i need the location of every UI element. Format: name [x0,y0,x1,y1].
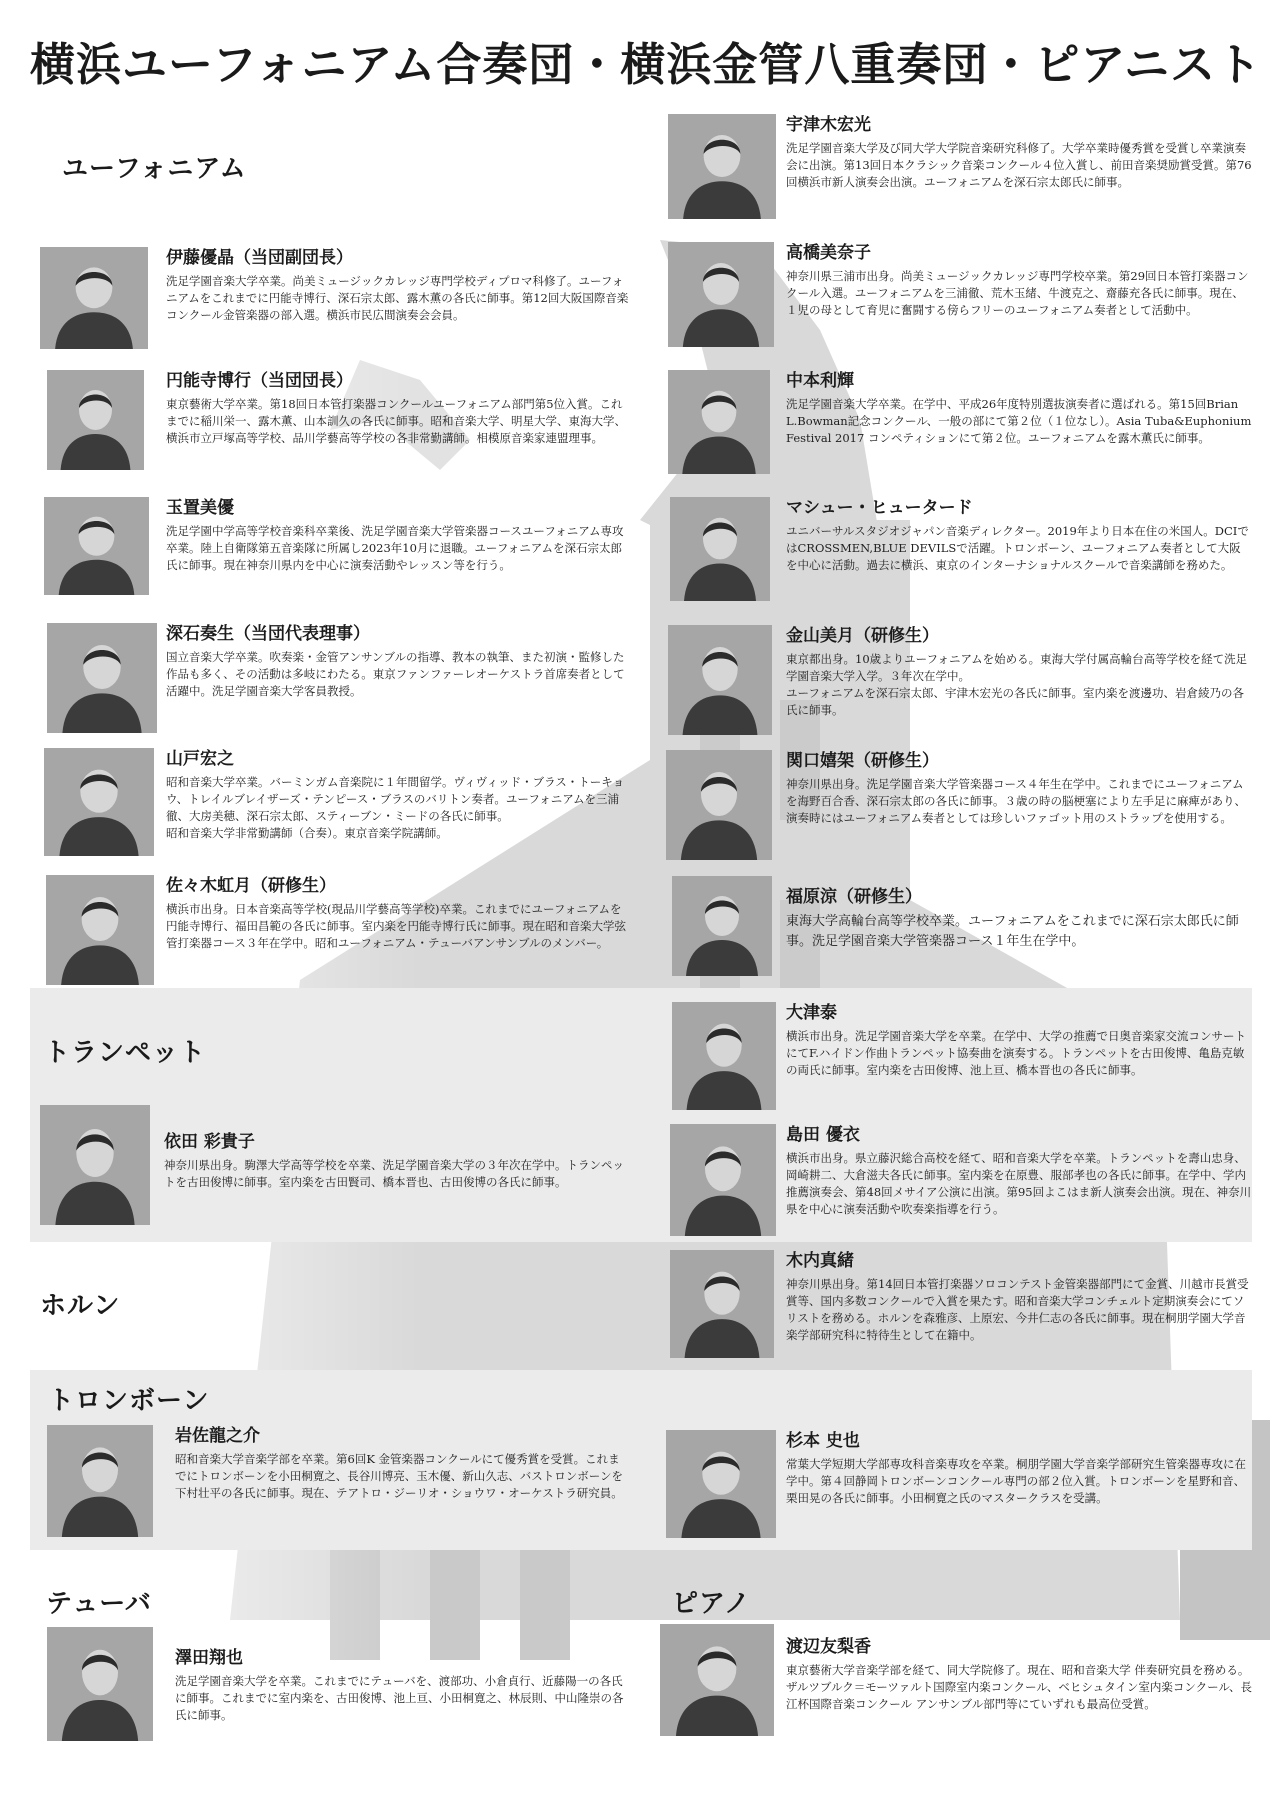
profile-fukuhara [672,876,1252,976]
member-name: 大津泰 [786,1003,837,1023]
profile-tamaoki [44,497,630,595]
member-bio: 東京藝術大学卒業。第18回日本管打楽器コンクールユーフォニアム部門第5位入賞。これまでに稲川栄一、露木薫、山本訓久の各氏に師事。昭和音楽大学、明星大学、東海大学、横浜市立戸塚高等学校、品川学藝高等学校の各非常勤講師。相模原音楽家連盟理事。 [166,397,626,445]
page-title: 横浜ユーフォニアム合奏団・横浜金管八重奏団・ピアニスト [30,38,1263,91]
member-name: 深石奏生（当団代表理事） [166,624,370,644]
portrait-silhouette-icon [666,1430,776,1538]
section-heading-trombone: トロンボーン [48,1386,210,1416]
member-name: マシュー・ヒュータード [786,498,973,518]
portrait-silhouette-icon [47,623,157,733]
portrait-photo [47,623,157,733]
section-heading-horn: ホルン [40,1291,121,1321]
profile-nakamoto [668,370,1252,474]
member-bio: 洗足学園音楽大学を卒業。これまでにテューバを、渡部功、小倉貞行、近藤陽一の各氏に師事。これまでに室内楽を、古田俊博、池上亘、小田桐寛之、林辰則、中山隆崇の各氏に師事。 [175,1674,624,1722]
profile-sasaki [46,875,630,985]
portrait-silhouette-icon [46,875,154,985]
member-name: 関口嬉架（研修生） [786,751,939,771]
portrait-silhouette-icon [668,114,776,219]
member-name: 中本利輝 [786,371,854,391]
profile-sugimoto [666,1430,1252,1538]
portrait-silhouette-icon [47,370,144,470]
portrait-photo [40,247,148,349]
profile-matthew [670,497,1252,601]
portrait-photo [670,1250,774,1358]
portrait-silhouette-icon [44,497,149,595]
portrait-silhouette-icon [40,1105,150,1225]
member-bio: 東京藝術大学音楽学部を経て、同大学院修了。現在、昭和音楽大学 伴奏研究員を務める。ザルツブルク＝モーツァルト国際室内楽コンクール、ベヒシュタイン室内楽コンクール、長江杯国際音楽コンクール アンサンブル部門等にていずれも最高位受賞。 [786,1663,1252,1711]
member-bio: 洗足学園音楽大学卒業。在学中、平成26年度特別選抜演奏者に選ばれる。第15回Brian L.Bowman記念コンクール、一般の部にて第２位（１位なし）。Asia Tuba&Euphonium Festival 2017 コンペティションにて第２位。ユーフォニアムを露木薫氏に師事。 [786,397,1252,445]
member-name: 金山美月（研修生） [786,626,939,646]
portrait-silhouette-icon [670,1250,774,1358]
profile-takahashi [668,242,1252,347]
profile-fukaishi [47,623,630,733]
profile-kanayama [668,625,1252,735]
profile-utsugi [668,114,1252,219]
portrait-silhouette-icon [660,1624,774,1736]
member-name: 宇津木宏光 [786,115,871,135]
profile-yamato [44,748,630,856]
section-heading-piano: ピアノ [672,1589,751,1619]
member-name: 玉置美優 [166,498,234,518]
portrait-photo [666,1430,776,1538]
member-bio: 神奈川県三浦市出身。尚美ミュージックカレッジ専門学校卒業。第29回日本管打楽器コンクール入選。ユーフォニアムを三浦徹、荒木玉緒、牛渡克之、齋藤充各氏に師事。現在、１児の母として育児に奮闘する傍らフリーのユーフォニアム奏者として活動中。 [786,269,1249,317]
portrait-silhouette-icon [672,1002,776,1110]
portrait-photo [44,497,149,595]
portrait-photo [660,1624,774,1736]
member-bio: 横浜市出身。県立藤沢総合高校を経て、昭和音楽大学を卒業。トランペットを壽山忠身、岡崎耕二、大倉滋夫各氏に師事。室内楽を在原豊、服部孝也の各氏に師事。在学中、学内推薦演奏会、第48回メサイア公演に出演。第95回よこはま新人演奏会出演。現在、神奈川県を中心に演奏活動や吹奏楽指導を行う。 [786,1151,1252,1216]
member-name: 伊藤優晶（当団副団長） [166,248,353,268]
profile-watanabe [660,1624,1252,1736]
profile-ito [40,247,630,349]
portrait-photo [47,1425,153,1537]
portrait-photo [670,1124,776,1236]
member-bio: 常葉大学短期大学部専攻科音楽専攻を卒業。桐朋学園大学音楽学部研究生管楽器専攻に在学中。第４回静岡トロンボーンコンクール専門の部２位入賞。トロンボーンを星野和音、栗田晃の各氏に師事。小田桐寛之氏のマスタークラスを受講。 [786,1457,1246,1505]
member-name: 佐々木虹月（研修生） [166,876,336,896]
member-name: 岩佐龍之介 [175,1426,260,1446]
member-name: 福原涼（研修生） [786,887,922,907]
portrait-silhouette-icon [670,497,770,601]
member-name: 高橋美奈子 [786,243,871,263]
portrait-photo [40,1105,150,1225]
member-bio: 横浜市出身。日本音楽高等学校(現品川学藝高等学校)卒業。これまでにユーフォニアムを円能寺博行、福田昌範の各氏に師事。室内楽を円能寺博行氏に師事。現在昭和音楽大学弦管打楽器コース３年在学中。昭和ユーフォニアム・テューバアンサンブルのメンバー。 [166,902,626,950]
portrait-silhouette-icon [670,1124,776,1236]
profile-sekiguchi [666,750,1252,860]
portrait-silhouette-icon [668,625,772,735]
portrait-silhouette-icon [44,748,154,856]
portrait-photo [666,750,772,860]
portrait-photo [668,114,776,219]
portrait-photo [44,748,154,856]
portrait-silhouette-icon [668,370,770,474]
portrait-silhouette-icon [40,247,148,349]
profile-ennoji [47,370,630,470]
member-bio: 国立音楽大学卒業。吹奏楽・金管アンサンブルの指導、教本の執筆、また初演・監修した作品も多く、その活動は多岐にわたる。東京ファンファーレオーケストラ首席奏者として活躍中。洗足学園音楽大学客員教授。 [166,650,625,698]
portrait-photo [668,370,770,474]
section-heading-tuba: テューバ [46,1589,152,1619]
member-bio: 洗足学園音楽大学卒業。尚美ミュージックカレッジ専門学校ディプロマ科修了。ユーフォニアムをこれまでに円能寺博行、深石宗太郎、露木薫の各氏に師事。第12回大阪国際音楽コンクール金管楽器の部入選。横浜市民広間演奏会会員。 [166,274,629,322]
member-bio: 昭和音楽大学音楽学部を卒業。第6回K 金管楽器コンクールにて優秀賞を受賞。これまでにトロンボーンを小田桐寛之、長谷川博亮、玉木優、新山久志、バストロンボーンを下村壮平の各氏に師事。現在、テアトロ・ジーリオ・ショウワ・オーケストラ研究員。 [175,1452,624,1500]
portrait-silhouette-icon [666,750,772,860]
portrait-photo [668,242,774,347]
portrait-silhouette-icon [47,1425,153,1537]
member-bio: 神奈川県出身。駒澤大学高等学校を卒業、洗足学園音楽大学の３年次在学中。トランペットを古田俊博に師事。室内楽を古田賢司、橋本晋也、古田俊博の各氏に師事。 [164,1158,624,1189]
section-heading-trumpet: トランペット [44,1038,207,1068]
profile-kiuchi [670,1250,1252,1358]
profile-shimada [670,1124,1252,1236]
portrait-photo [672,876,772,976]
member-bio: 東海大学高輪台高等学校卒業。ユーフォニアムをこれまでに深石宗太郎氏に師事。洗足学園音楽大学管楽器コース１年生在学中。 [786,914,1239,949]
member-name: 円能寺博行（当団団長） [166,371,353,391]
profile-otsu [672,1002,1252,1110]
portrait-silhouette-icon [672,876,772,976]
portrait-photo [47,370,144,470]
member-bio: 洗足学園中学高等学校音楽科卒業後、洗足学園音楽大学管楽器コースユーフォニアム専攻卒業。陸上自衛隊第五音楽隊に所属し2023年10月に退職。ユーフォニアムを深石宗太郎氏に師事。現在神奈川県内を中心に演奏活動やレッスン等を行う。 [166,524,624,572]
member-bio: 神奈川県出身。洗足学園音楽大学管楽器コース４年生在学中。これまでにユーフォニアムを海野百合香、深石宗太郎の各氏に師事。３歳の時の脳梗塞により左手足に麻痺があり、演奏時にはユーフォニアム奏者としては珍しいファゴット用のストラップを使用する。 [786,777,1246,825]
member-bio: 東京都出身。10歳よりユーフォニアムを始める。東海大学付属高輪台高等学校を経て洗足学園音楽大学入学。３年次在学中。 ユーフォニアムを深石宗太郎、宇津木宏光の各氏に師事。室内楽を渡邊功、岩倉綾乃の各氏に師事。 [786,652,1248,717]
member-bio: 洗足学園音楽大学及び同大学大学院音楽研究科修了。大学卒業時優秀賞を受賞し卒業演奏会に出演。第13回日本クラシック音楽コンクール４位入賞し、前田音楽奨励賞受賞。第76回横浜市新人演奏会出演。ユーフォニアムを深石宗太郎氏に師事。 [786,141,1252,189]
profile-yoda [40,1105,630,1225]
portrait-photo [672,1002,776,1110]
member-name: 澤田翔也 [175,1648,243,1668]
portrait-photo [668,625,772,735]
member-name: 杉本 史也 [786,1431,860,1451]
member-bio: 神奈川県出身。第14回日本管打楽器ソロコンテスト金管楽器部門にて金賞、川越市長賞受賞等、国内多数コンクールで入賞を果たす。昭和音楽大学コンチェルト定期演奏会にてソリストを務める。ホルンを森雅彦、上原宏、今井仁志の各氏に師事。現在桐朋学園大学音楽学部研究科に特待生として在籍中。 [786,1277,1249,1342]
section-heading-euphonium: ユーフォニアム [62,154,247,184]
portrait-photo [47,1627,153,1741]
member-name: 渡辺友梨香 [786,1637,871,1657]
member-bio: 横浜市出身。洗足学園音楽大学を卒業。在学中、大学の推薦で日奥音楽家交流コンサートにてF.ハイドン作曲トランペット協奏曲を演奏する。トランペットを古田俊博、亀島克敏の両氏に師事。室内楽を古田俊博、池上亘、橋本晋也の各氏に師事。 [786,1029,1246,1077]
profile-sawada [47,1627,630,1741]
member-bio: ユニバーサルスタジオジャパン音楽ディレクター。2019年より日本在住の米国人。DCIではCROSSMEN,BLUE DEVILSで活躍。トロンボーン、ユーフォニアム奏者として大阪を中心に活動。過去に横浜、東京のインターナショナルスクールで音楽講師を務めた。 [786,524,1249,572]
portrait-silhouette-icon [668,242,774,347]
member-name: 山戸宏之 [166,749,234,769]
portrait-photo [46,875,154,985]
profile-iwasa [47,1425,630,1537]
member-bio: 昭和音楽大学卒業。バーミンガム音楽院に１年間留学。ヴィヴィッド・ブラス・トーキョウ、トレイルブレイザーズ・テンピース・ブラスのバリトン奏者。ユーフォニアムを三浦徹、大房美穂、深石宗太郎、スティーブン・ミードの各氏に師事。 昭和音楽大学非常勤講師（合奏）。東京音楽学院講師。 [166,775,625,840]
member-name: 依田 彩貴子 [164,1132,255,1152]
portrait-silhouette-icon [47,1627,153,1741]
member-name: 木内真緒 [786,1251,854,1271]
member-name: 島田 優衣 [786,1125,860,1145]
portrait-photo [670,497,770,601]
